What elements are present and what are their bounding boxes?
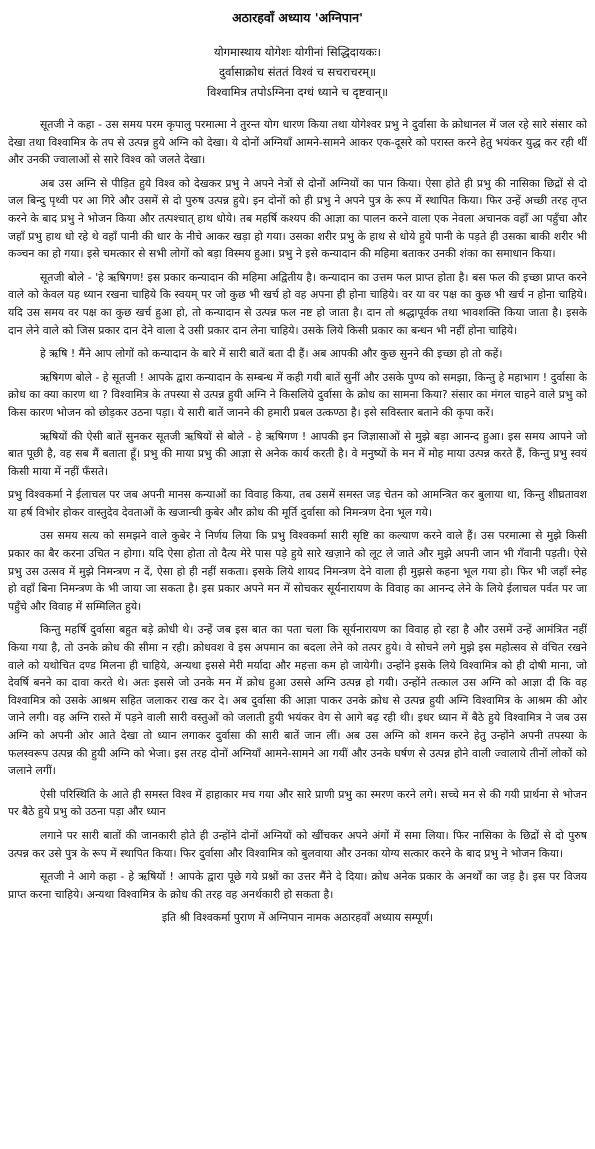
- verse-line: योगमास्थाय योगेशः योगीनां सिद्धिदायकः।: [213, 45, 382, 59]
- chapter-title: अठारहवाँ अध्याय 'अग्निपान': [232, 10, 363, 25]
- document-page: [8, 8, 587, 1144]
- paragraph: प्रभु विश्वकर्मा ने ईलाचल पर जब अपनी मानस कन्याओं का विवाह किया, तब उसमें समस्त जड़ चेतन को आमन्त्रित कर बुलाया था, किन्तु शीघ्रतावश या हर्ष विभोर होकर वास्तुदेव देवताओं के खजान्ची कुबेर और क्रोध की मूर्ति दुर्वासा को निमन्त्रण देना भूल गये।: [8, 488, 587, 519]
- paragraph: ऋषिगण बोले - हे सूतजी ! आपके द्वारा कन्यादान के सम्बन्ध में कही गयी बातें सुनीं और उसके पुण्य को समझा, किन्तु हे महाभाग ! दुर्वासा के क्रोध का क्या कारण था ? विश्वामित्र के तपस्या से उत्पन्न हुयी अग्नि ने किसलिये दुर्वासा के क्रोध का सामना किया? संसार का मंगल चाहने वाले प्रभु को किस कारण भोजन को छोड़कर उठना पड़ा। ये सारी बातें जानने की हमारी प्रबल उत्कण्ठा है। इसे सविस्तार बताने की कृपा करें।: [8, 370, 587, 419]
- chapter-closing: इति श्री विश्वकर्मा पुराण में अग्निपान नामक अठारहवाँ अध्याय सम्पूर्ण।: [161, 911, 434, 925]
- verse-line: विश्वामित्र तपोऽग्निना दग्धं ध्याने च दृष्टवान्॥: [206, 85, 389, 99]
- paragraph: सूतजी बोले - 'हे ऋषिगण! इस प्रकार कन्यादान की महिमा अद्वितीय है। कन्यादान का उत्तम फल प्राप्त होता है। बस फल की इच्छा प्राप्त करने वाले को केवल यह ध्यान रखना चाहिये कि स्वयम् पर जो कुछ भी खर्च हो वह अपना ही होना चाहिये। वर या वर पक्ष का कुछ भी खर्च न होना चाहिये। यदि उस समय वर पक्ष का कुछ खर्च हुआ हो, तो कन्यादान से उत्पन्न फल नष्ट हो जाता है। दान तो श्रद्धापूर्वक तथा भावशक्ति किया जाता है। इसके दान लेने वाले को जिस प्रकार दान देने वाला दे उसी प्रकार दान लेना चाहिये। उसके लिये किसी प्रकार का बन्धन भी नहीं होना चाहिये।: [8, 270, 587, 337]
- paragraph: उस समय सत्य को समझने वाले कुबेर ने निर्णय लिया कि प्रभु विश्वकर्मा सारी सृष्टि का कल्याण करने वाले हैं। उस परमात्मा से मुझे किसी प्रकार का बैर करना उचित न होगा। यदि ऐसा होता तो दैत्य मेरे पास पड़े हुये सारे खज़ाने को लूट ले जाते और मुझे अपनी जान भी गँवानी पड़ती। ऐसे प्रभु उस उत्सव में मुझे निमन्त्रण न दें, ऐसा हो ही नहीं सकता। इसके लिये शायद निमन्त्रण देने वाला ही मुझसे कहना भूल गया हो। फिर भी जहाँ स्नेह हो वहाँ बिना निमन्त्रण के भी जाया जा सकता है। इस प्रकार अपने मन में सोचकर सूर्यनारायण के विवाह का आनन्द लेने के लिये ईलाचल पर्वत पर जा पहुँचे और विवाह में सम्मिलित हुये।: [8, 529, 587, 613]
- paragraph: लगाने पर सारी बातों की जानकारी होते ही उन्होंने दोनों अग्नियों को खींचकर अपने अंगों में समा लिया। फिर नासिका के छिद्रों से दो पुरुष उत्पन्न कर उसे पुत्र के रूप में स्थापित किया। फिर दुर्वासा और विश्वामित्र को बुलवाया और उनका योग्य सत्कार करने के बाद प्रभु ने भोजन किया।: [8, 828, 587, 860]
- paragraph: किन्तु महर्षि दुर्वासा बहुत बड़े क्रोधी थे। उन्हें जब इस बात का पता चला कि सूर्यनारायण का विवाह हो रहा है और उसमें उन्हें आमंत्रित नहीं किया गया है, तो उनके क्रोध की सीमा न रही। क्रोधवश वे इस अपमान का बदला लेने को तत्पर हुये। वे सोचने लगे मुझे इस महोत्सव से वंचित रखने वाले को यथोचित दण्ड मिलना ही चाहिये, अन्यथा इससे मेरी मर्यादा और महत्ता कम हो जायेगी। उन्होंने इसके लिये विश्वामित्र को ही दोषी माना, जो देवर्षि बनने का दावा करते थे। अतः इससे जो उनके मन में क्रोध हुआ उससे अग्नि उत्पन्न हो गयी। उन्होंने तत्काल उस अग्नि को आज्ञा दी कि वह विश्वामित्र को उसके आश्रम सहित जलाकर राख कर दे। अब दुर्वासा की आज्ञा पाकर उनके क्रोध से उत्पन्न हुयी अग्नि विश्वामित्र के आश्रम की ओर जाने लगी। वह अग्नि रास्ते में पड़ने वाली सारी वस्तुओं को जलाती हुयी भयंकर वेग से आगे बढ़ रही थी। इधर ध्यान में बैठे हुये विश्वामित्र ने जब उस अग्नि को अपनी ओर आते देखा तो ध्यान लगाकर दुर्वासा की सारी बातें जान लीं। अब उस अग्नि को शमन करने हेतु उन्होंने अपनी तपस्या के फलस्वरूप उत्पन्न की हुयी अग्नि को भेजा। इस तरह दोनों अग्नियाँ आमने-सामने आ गयीं और उनके घर्षण से उत्पन्न होने वाली ज्वालाये तीनों लोकों को जलाने लगीं।: [8, 623, 587, 778]
- paragraph: सूतजी ने कहा - उस समय परम कृपालु परमात्मा ने तुरन्त योग धारण किया तथा योगेश्वर प्रभु ने दुर्वासा के क्रोधानल में जल रहे सारे संसार को देखा तथा विश्वामित्र के तप से उत्पन्न हुये अग्नि को देखा। ये दोनों अग्नियाँ आमने-सामने आकर एक-दूसरे को परास्त करने हेतु भयंकर युद्ध कर रही थीं और उनकी ज्वालाओं से सारे विश्व को जलते देखा।: [8, 118, 587, 167]
- paragraph: हे ऋषि ! मैंने आप लोगों को कन्यादान के बारे में सारी बातें बता दी हैं। अब आपकी और कुछ सुनने की इच्छा हो तो कहें।: [40, 347, 503, 361]
- paragraph: अब उस अग्नि से पीड़ित हुये विश्व को देखकर प्रभु ने अपने नेत्रों से दोनों अग्नियों का पान किया। ऐसा होते ही प्रभु की नासिका छिद्रों से दो जल बिन्दु पृथ्वी पर आ गिरे और उसमें से दो पुरुष उत्पन्न हुये। इन दोनों को ही प्रभु ने अपने पुत्र के रूप में स्थापित किया। फिर उन्हें अच्छी तरह तृप्त करने के बाद प्रभु ने भोजन किया और तत्पश्चात् हाथ धोये। तब महर्षि कश्यप की आज्ञा का पालन करने वाला एक नेवला अचानक वहाँ आ पहुँचा और जहाँ प्रभु हाथ धो रहे थे वहाँ पानी की धार के नीचे आकर खड़ा हो गया। उसका शरीर प्रभु के हाथ से धोये हुये पानी के पड़ते ही उसका बाकी शरीर भी कञ्चन का हो गया। इसे चमत्कार से सभी लोगों को बड़ा विस्मय हुआ। प्रभु ने इसे कन्यादान की महिमा बताकर उनकी शंका का समाधान किया।: [8, 176, 587, 261]
- sanskrit-verse: [8, 42, 587, 102]
- paragraph: सूतजी ने आगे कहा - हे ऋषियों ! आपके द्वारा पूछे गये प्रश्नों का उत्तर मैंने दे दिया। क्रोध अनेक प्रकार के अनर्थों का जड़ है। इस पर विजय प्राप्त करना चाहिये। अन्यथा विश्वामित्र के क्रोध की तरह वह अनर्थकारी हो सकता है।: [8, 870, 587, 901]
- verse-line: दुर्वासाक्रोध संततं विश्वं च सचराचरम्॥: [218, 65, 377, 79]
- paragraph: ऐसी परिस्थिति के आते ही समस्त विश्व में हाहाकार मच गया और सारे प्राणी प्रभु का स्मरण करने लगे। सच्चे मन से की गयी प्रार्थना से भोजन पर बैठे हुये प्रभु को उठना पड़ा और ध्यान: [8, 787, 587, 819]
- paragraph: ऋषियों की ऐसी बातें सुनकर सूतजी ऋषियों से बोले - हे ऋषिगण ! आपकी इन जिज्ञासाओं से मुझे बड़ा आनन्द हुआ। इस समय आपने जो बात पूछी है, वह सब मैं बताता हूँ। प्रभु की माया प्रभु की आज्ञा से अनेक कार्य करती है। वे मनुष्यों के मन में मोह माया उत्पन्न करते हैं, किन्तु प्रभु स्वयं किसी माया में नहीं फँसते।: [8, 429, 587, 478]
